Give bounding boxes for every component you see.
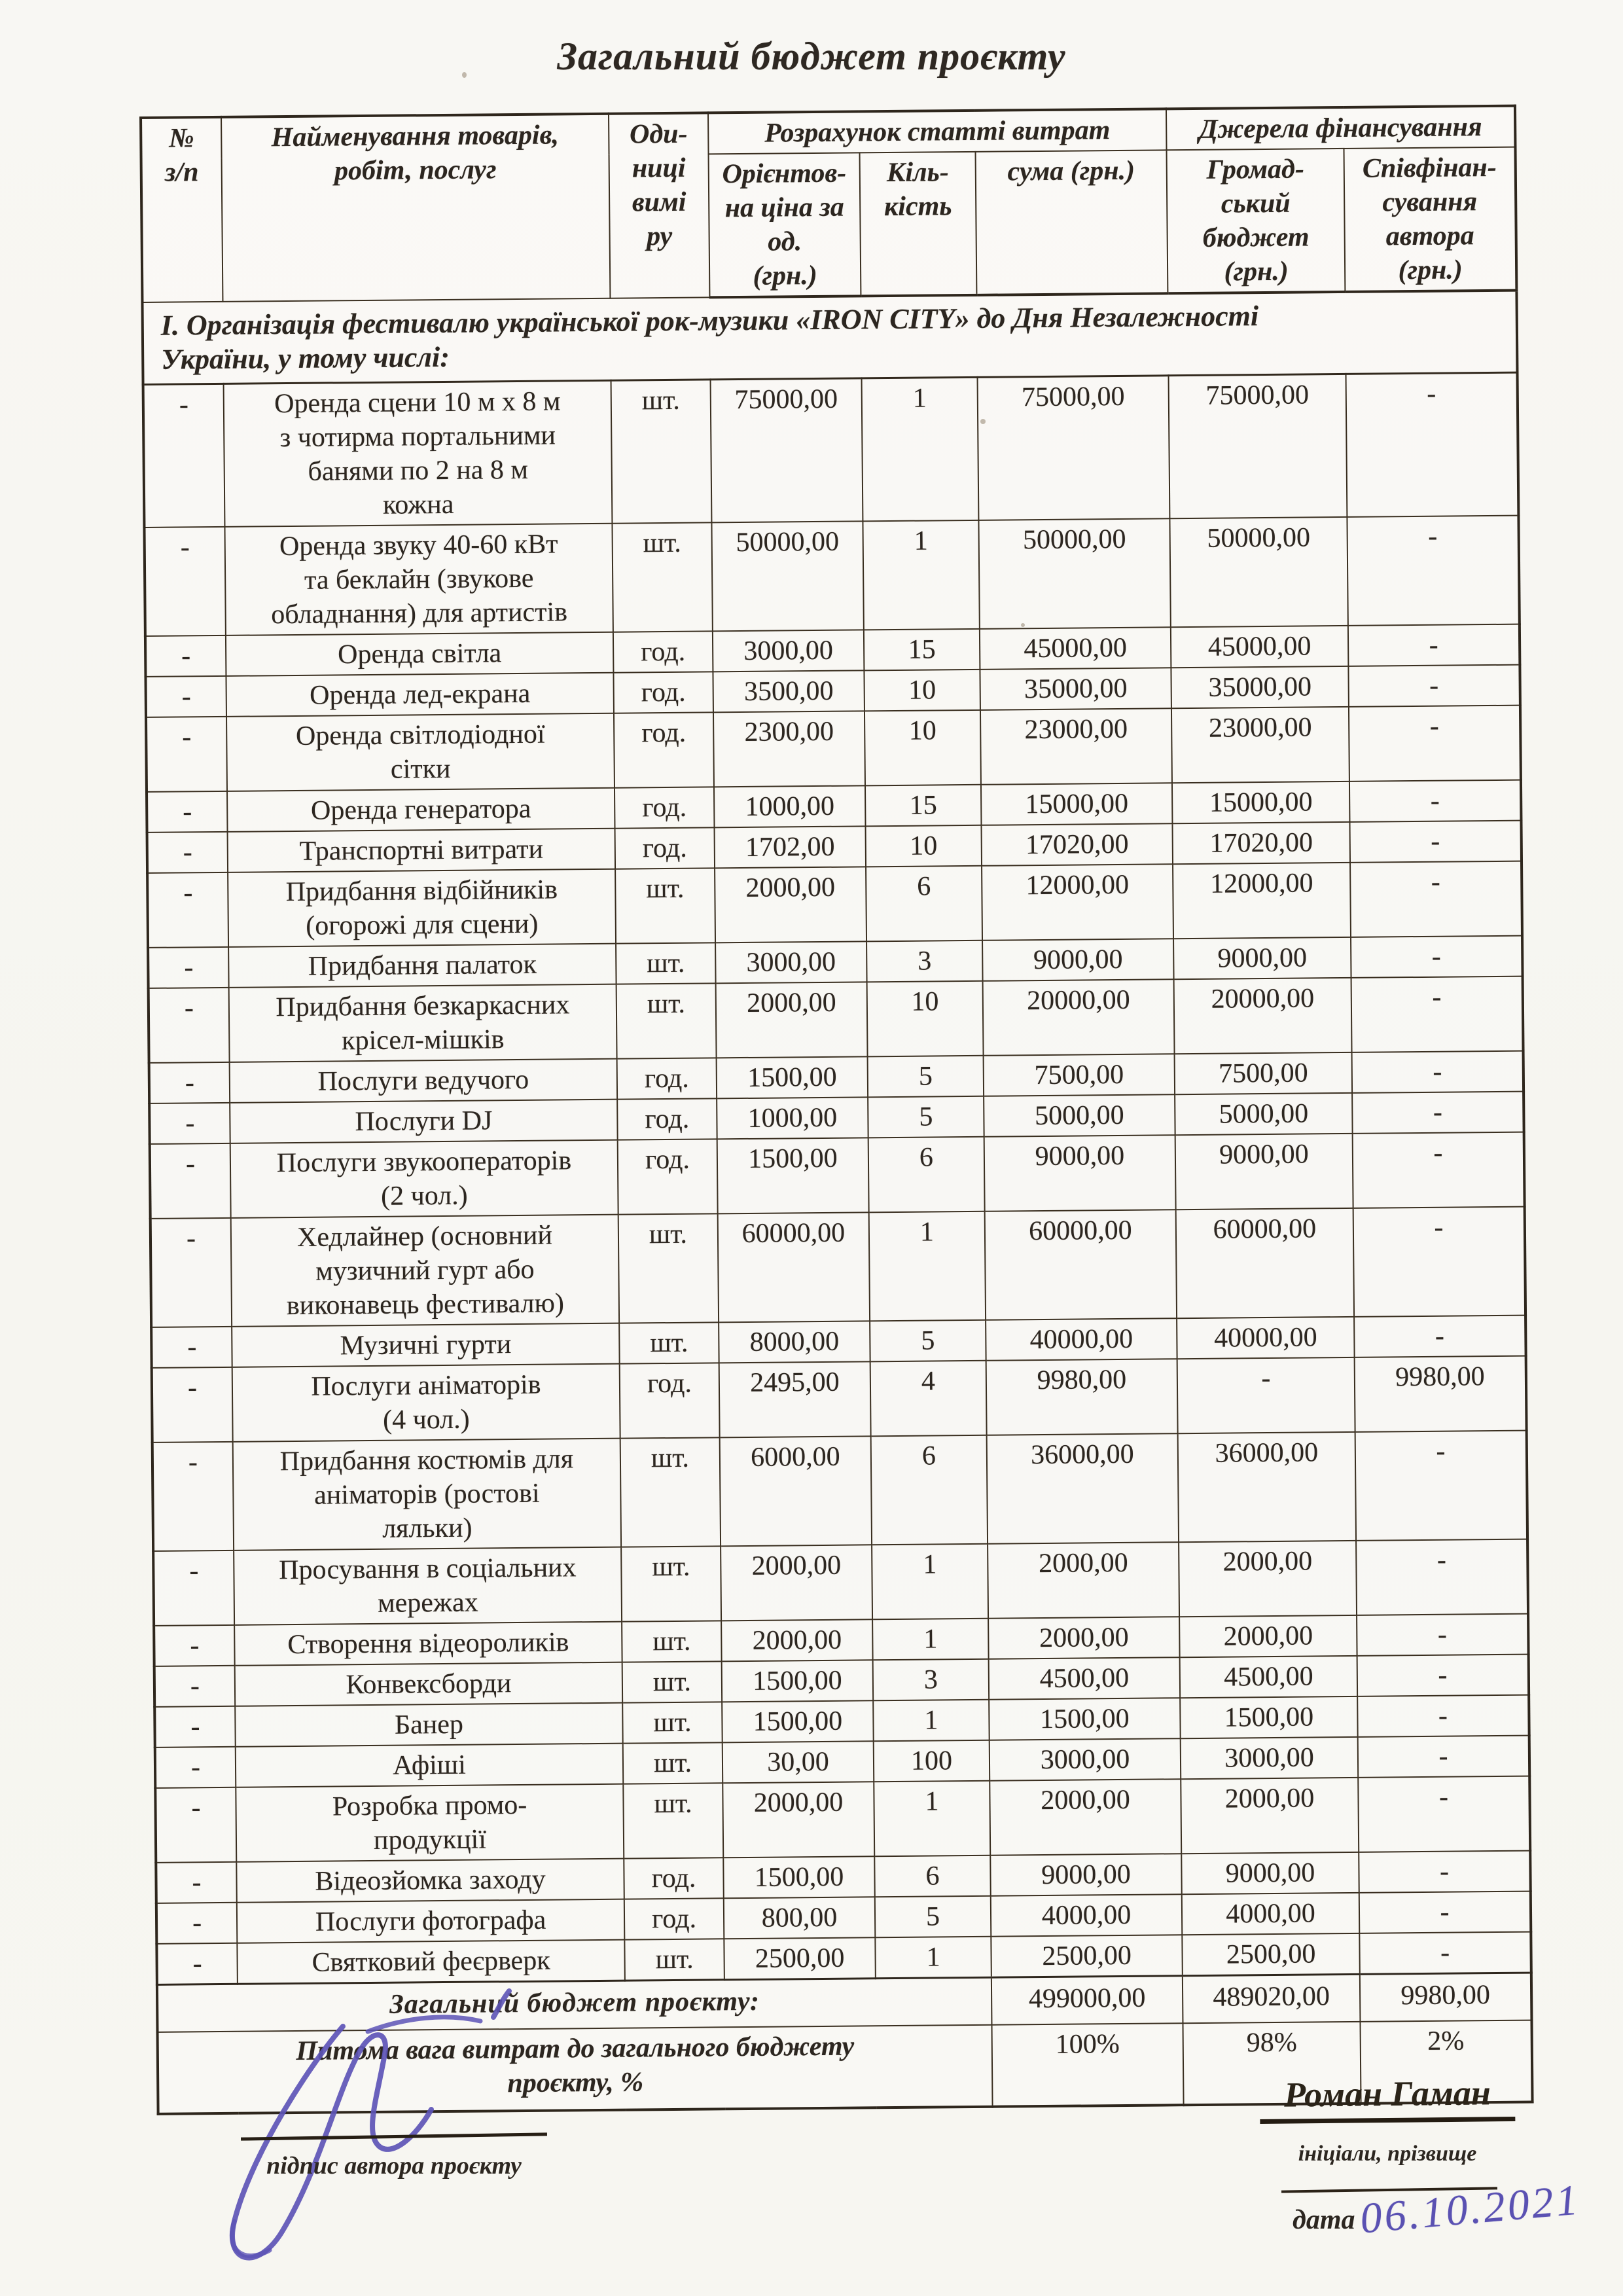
cell-cofin: - (1348, 665, 1520, 707)
cell-price: 2300,00 (713, 711, 865, 787)
cell-qty: 6 (868, 1137, 985, 1213)
cell-num: - (156, 1862, 237, 1903)
cell-cofin: - (1355, 1431, 1527, 1541)
scan-speck (980, 419, 986, 424)
cell-price: 3500,00 (713, 670, 865, 712)
cell-num: - (156, 1943, 238, 1985)
cell-name: Святковий феєрверк (237, 1940, 625, 1984)
cell-qty: 6 (874, 1856, 991, 1897)
cell-price: 8000,00 (719, 1321, 870, 1363)
cell-public: 50000,00 (1169, 517, 1347, 627)
cell-name: Музичні гурти (232, 1323, 620, 1367)
cell-price: 800,00 (724, 1897, 876, 1939)
table-row (153, 1539, 1528, 1626)
cell-name: Послуги аніматорів (4 чол.) (232, 1364, 620, 1442)
cell-public: 5000,00 (1175, 1093, 1353, 1135)
cell-num: - (151, 1327, 232, 1368)
cell-public: - (1177, 1357, 1355, 1433)
cell-cofin: - (1357, 1695, 1529, 1737)
cell-unit: шт. (621, 1546, 721, 1621)
cell-num: - (154, 1666, 236, 1707)
cell-unit: год. (614, 712, 714, 787)
cell-name: Придбання відбійників (огорожі для сцени) (228, 869, 616, 947)
budget-table-wrap (139, 105, 1533, 2115)
cell-num: - (144, 527, 225, 636)
cell-name: Оренда генератора (227, 788, 615, 832)
total-label: Загальний бюджет проєкту: (157, 1977, 992, 2032)
handwritten-date: 06.10.2021 (1358, 2176, 1582, 2243)
cell-cofin: - (1359, 1851, 1531, 1893)
cell-sum: 2000,00 (988, 1617, 1180, 1659)
cell-sum: 7500,00 (984, 1054, 1175, 1096)
cell-qty: 5 (870, 1320, 986, 1362)
cell-cofin: - (1358, 1776, 1530, 1852)
cell-cofin: - (1352, 1092, 1524, 1134)
cell-qty: 1 (872, 1619, 989, 1660)
cell-cofin: - (1350, 821, 1522, 863)
total-sum: 499000,00 (991, 1976, 1183, 2025)
cell-unit: год. (615, 787, 715, 828)
cell-sum: 9000,00 (990, 1854, 1182, 1896)
cell-qty: 15 (864, 629, 980, 671)
cell-unit: шт. (623, 1783, 723, 1858)
cell-num: - (150, 1143, 231, 1219)
cell-price: 1702,00 (715, 826, 866, 868)
cell-public: 12000,00 (1173, 863, 1351, 939)
cell-public: 20000,00 (1174, 978, 1352, 1054)
cell-num: - (149, 1103, 230, 1144)
cell-name: Придбання палаток (228, 944, 616, 988)
cell-public: 40000,00 (1177, 1317, 1355, 1359)
cell-unit: шт. (615, 868, 715, 943)
cell-cofin: - (1351, 936, 1523, 978)
cell-unit: год. (613, 631, 713, 672)
cell-unit: шт. (612, 522, 712, 632)
cell-price: 1500,00 (717, 1056, 868, 1098)
cell-cofin: - (1353, 1207, 1525, 1317)
table-row (146, 706, 1521, 792)
section-header-row (142, 291, 1517, 385)
cell-name: Розробка промо- продукції (236, 1784, 624, 1862)
cell-unit: год. (617, 1058, 717, 1099)
cell-sum: 75000,00 (978, 376, 1170, 520)
cell-cofin: - (1349, 780, 1522, 822)
col-header-num: № з/п (141, 117, 223, 302)
cell-qty: 1 (862, 377, 979, 521)
cell-public: 2000,00 (1179, 1615, 1357, 1657)
total-public-budget: 489020,00 (1183, 1974, 1361, 2023)
cell-cofin: - (1347, 516, 1519, 626)
cell-unit: год. (624, 1898, 724, 1939)
cell-sum: 2000,00 (988, 1542, 1179, 1619)
cell-price: 1500,00 (723, 1856, 875, 1898)
cell-qty: 10 (864, 670, 980, 711)
cell-unit: шт. (623, 1742, 723, 1784)
cell-num: - (147, 832, 228, 873)
cell-unit: шт. (616, 983, 717, 1058)
table-row (155, 1776, 1530, 1863)
cell-qty: 10 (866, 825, 982, 867)
cell-name: Просування в соціальних мережах (234, 1547, 622, 1625)
cell-public: 45000,00 (1171, 626, 1349, 668)
cell-price: 2000,00 (715, 867, 866, 942)
cell-qty: 1 (873, 1700, 990, 1742)
cell-price: 30,00 (722, 1741, 874, 1783)
table-row (144, 516, 1519, 636)
cell-name: Оренда світлодіодної сітки (226, 713, 615, 791)
budget-table (139, 105, 1534, 2115)
cell-unit: шт. (620, 1437, 721, 1547)
cell-price: 1500,00 (717, 1138, 869, 1213)
table-row (152, 1356, 1527, 1443)
cell-num: - (155, 1787, 236, 1863)
cell-qty: 5 (868, 1056, 984, 1098)
cell-cofin: - (1357, 1655, 1529, 1696)
cell-public: 75000,00 (1169, 374, 1347, 518)
cell-qty: 3 (866, 941, 983, 982)
cell-qty: 1 (869, 1211, 986, 1321)
cell-cofin: - (1356, 1539, 1528, 1615)
col-header-qty: Кіль- кість (860, 152, 977, 296)
col-header-cofinancing: Співфінан- сування автора (грн.) (1344, 147, 1517, 292)
cell-unit: год. (613, 672, 713, 713)
cell-sum: 3000,00 (990, 1738, 1181, 1781)
cell-name: Оренда звуку 40-60 кВт та беклайн (звукове обладнання) для артистів (224, 524, 613, 636)
cell-qty: 3 (873, 1659, 990, 1701)
cell-num: - (145, 676, 226, 717)
cell-qty: 6 (871, 1435, 988, 1545)
cell-qty: 15 (865, 785, 982, 827)
cell-name: Оренда сцени 10 м х 8 м з чотирма портальними банями по 2 на 8 м кожна (224, 380, 613, 527)
cell-public: 4000,00 (1182, 1893, 1360, 1935)
author-name-caption: ініціали, прізвище (1298, 2142, 1477, 2166)
cell-public: 7500,00 (1175, 1052, 1353, 1094)
cell-public: 35000,00 (1171, 666, 1349, 708)
cell-public: 15000,00 (1172, 781, 1350, 823)
total-cofinancing: 9980,00 (1360, 1973, 1532, 2022)
cell-sum: 4500,00 (989, 1657, 1181, 1700)
signature-caption: підпис автора проєкту (266, 2152, 522, 2179)
cell-price: 3000,00 (715, 941, 867, 983)
cell-qty: 10 (867, 981, 984, 1057)
cell-sum: 60000,00 (985, 1210, 1177, 1320)
cell-public: 36000,00 (1178, 1432, 1356, 1542)
cell-unit: шт. (622, 1702, 722, 1743)
cell-unit: шт. (622, 1621, 722, 1662)
cell-qty: 1 (872, 1544, 988, 1620)
cell-sum: 9000,00 (982, 939, 1174, 981)
cell-name: Послуги ведучого (230, 1059, 618, 1103)
cell-cofin: - (1349, 706, 1521, 781)
cell-sum: 2500,00 (991, 1935, 1183, 1977)
cell-unit: шт. (619, 1322, 719, 1363)
share-sum-percent: 100% (991, 2023, 1183, 2107)
cell-cofin: - (1359, 1892, 1531, 1933)
cell-name: Оренда світла (226, 632, 614, 676)
cell-sum: 17020,00 (981, 823, 1173, 866)
table-row (152, 1431, 1527, 1551)
cell-price: 2000,00 (716, 982, 868, 1058)
cell-cofin: - (1357, 1614, 1529, 1656)
cell-public: 1500,00 (1180, 1696, 1358, 1738)
col-header-public-budget: Громад- ський бюджет (грн.) (1167, 149, 1346, 293)
cell-sum: 23000,00 (980, 708, 1172, 785)
cell-unit: шт. (618, 1213, 719, 1323)
cell-cofin: - (1354, 1316, 1526, 1357)
cell-sum: 12000,00 (982, 864, 1173, 941)
cell-num: - (149, 1062, 230, 1103)
cell-sum: 35000,00 (980, 668, 1171, 710)
table-row (147, 861, 1522, 948)
cell-cofin: - (1359, 1932, 1531, 1975)
cell-cofin: - (1352, 1051, 1524, 1093)
cell-price: 60000,00 (718, 1212, 870, 1322)
cell-num: - (147, 872, 228, 948)
cell-sum: 36000,00 (987, 1433, 1179, 1544)
cell-sum: 45000,00 (980, 627, 1171, 670)
page-title: Загальний бюджет проєкту (557, 35, 1066, 78)
cell-price: 6000,00 (720, 1436, 872, 1546)
scan-speck (462, 72, 467, 78)
cell-unit: год. (620, 1363, 720, 1438)
cell-name: Послуги фотографа (237, 1899, 625, 1943)
cell-public: 4500,00 (1180, 1656, 1358, 1698)
cell-cofin: - (1351, 977, 1524, 1052)
cell-name: Оренда лед-екрана (226, 673, 614, 717)
cell-cofin: 9980,00 (1355, 1356, 1527, 1432)
cell-price: 75000,00 (711, 378, 863, 523)
cell-public: 2000,00 (1179, 1541, 1357, 1617)
cell-num: - (151, 1218, 232, 1327)
cell-price: 2000,00 (721, 1619, 873, 1661)
cell-qty: 1 (874, 1781, 990, 1857)
cell-cofin: - (1346, 372, 1519, 517)
cell-price: 2495,00 (719, 1361, 871, 1437)
cell-qty: 1 (875, 1937, 991, 1979)
cell-qty: 5 (875, 1896, 991, 1938)
scan-speck (1021, 623, 1025, 627)
section-header-text: І. Організація фестивалю української рок-музики «IRON CITY» до Дня Незалежності України, у тому числі: (142, 291, 1517, 385)
cell-public: 3000,00 (1181, 1737, 1359, 1779)
cell-num: - (149, 988, 230, 1063)
cell-name: Хедлайнер (основний музичний гурт або виконавець фестивалю) (231, 1215, 619, 1327)
cell-unit: год. (618, 1139, 718, 1214)
cell-qty: 4 (870, 1361, 987, 1437)
table-row (151, 1207, 1525, 1327)
cell-public: 2500,00 (1182, 1933, 1360, 1976)
cell-price: 3000,00 (713, 630, 865, 672)
handwritten-signature (171, 1969, 551, 2276)
cell-sum: 9000,00 (984, 1135, 1176, 1211)
cell-sum: 1500,00 (989, 1698, 1181, 1740)
cell-num: - (143, 384, 225, 528)
col-header-sum: сума (грн.) (976, 150, 1168, 295)
cell-name: Послуги звукооператорів (2 чол.) (230, 1140, 618, 1218)
cell-price: 2000,00 (721, 1545, 872, 1621)
cell-qty: 1 (863, 520, 979, 630)
cell-cofin: - (1358, 1736, 1530, 1778)
cell-qty: 10 (865, 710, 981, 786)
cell-unit: год. (615, 827, 715, 869)
cell-sum: 40000,00 (986, 1318, 1177, 1361)
cell-public: 23000,00 (1171, 707, 1349, 783)
cell-sum: 9980,00 (986, 1359, 1178, 1435)
cell-public: 9000,00 (1175, 1134, 1353, 1210)
col-header-unit: Оди- ниці вимі ру (609, 113, 709, 298)
cell-public: 9000,00 (1181, 1852, 1359, 1894)
cell-unit: шт. (616, 942, 716, 984)
cell-unit: год. (617, 1098, 717, 1139)
cell-price: 1500,00 (722, 1700, 874, 1742)
cell-unit: шт. (611, 380, 712, 524)
cell-price: 1000,00 (714, 785, 866, 827)
cell-num: - (153, 1551, 234, 1626)
col-header-price: Орієнтов- на ціна за од. (грн.) (709, 152, 861, 297)
cell-unit: шт. (624, 1939, 724, 1981)
cell-unit: шт. (622, 1661, 722, 1702)
cell-num: - (156, 1903, 238, 1944)
cell-name: Придбання безкаркасних крісел-мішків (229, 984, 617, 1062)
cell-num: - (154, 1625, 235, 1666)
cell-num: - (147, 791, 228, 833)
cell-unit: год. (624, 1857, 724, 1899)
cell-name: Відеозйомка заходу (236, 1859, 624, 1903)
cell-cofin: - (1353, 1132, 1525, 1208)
cell-cofin: - (1348, 624, 1520, 666)
cell-sum: 5000,00 (984, 1094, 1175, 1137)
cell-sum: 4000,00 (991, 1894, 1183, 1937)
table-row (149, 977, 1524, 1063)
cell-price: 50000,00 (711, 521, 863, 631)
cell-name: Створення відеороликів (234, 1622, 622, 1666)
cell-num: - (145, 636, 226, 677)
cell-num: - (146, 717, 227, 792)
cell-public: 17020,00 (1173, 822, 1351, 864)
cell-name: Конвексборди (235, 1662, 623, 1706)
col-group-financing: Джерела фінансування (1166, 106, 1516, 151)
cell-name: Афіші (236, 1744, 624, 1787)
cell-public: 2000,00 (1181, 1778, 1359, 1854)
author-name: Роман Гаман (1260, 2072, 1516, 2124)
cell-num: - (148, 947, 229, 988)
cell-sum: 2000,00 (990, 1779, 1181, 1856)
cell-public: 60000,00 (1176, 1208, 1354, 1318)
cell-qty: 5 (868, 1096, 984, 1138)
cell-num: - (152, 1442, 234, 1551)
share-cofinancing-percent: 2% (1361, 2020, 1533, 2104)
table-row (150, 1132, 1525, 1219)
share-public-percent: 98% (1183, 2022, 1361, 2105)
cell-name: Придбання костюмів для аніматорів (ростові ляльки) (233, 1439, 621, 1551)
cell-name: Транспортні витрати (228, 829, 616, 872)
cell-price: 2500,00 (724, 1937, 876, 1980)
date-label: дата (1293, 2205, 1355, 2235)
cell-sum: 50000,00 (978, 518, 1170, 629)
share-label: Питома вага витрат до загального бюджету проєкту, % (158, 2025, 993, 2114)
cell-cofin: - (1350, 861, 1522, 937)
cell-qty: 6 (866, 866, 982, 942)
cell-qty: 100 (874, 1740, 990, 1782)
cell-price: 2000,00 (722, 1782, 874, 1857)
cell-public: 9000,00 (1173, 937, 1351, 979)
cell-sum: 20000,00 (983, 979, 1175, 1056)
cell-sum: 15000,00 (981, 783, 1173, 825)
cell-name: Банер (235, 1703, 623, 1747)
cell-name: Послуги DJ (230, 1100, 618, 1143)
cell-num: - (152, 1367, 233, 1443)
cell-price: 1000,00 (717, 1097, 868, 1139)
cell-num: - (154, 1706, 236, 1748)
cell-num: - (155, 1747, 236, 1788)
cell-price: 1500,00 (722, 1660, 874, 1702)
col-header-name: Найменування товарів, робіт, послуг (221, 114, 610, 302)
col-group-calculation: Розрахунок статті витрат (708, 109, 1167, 154)
table-row (143, 372, 1519, 528)
